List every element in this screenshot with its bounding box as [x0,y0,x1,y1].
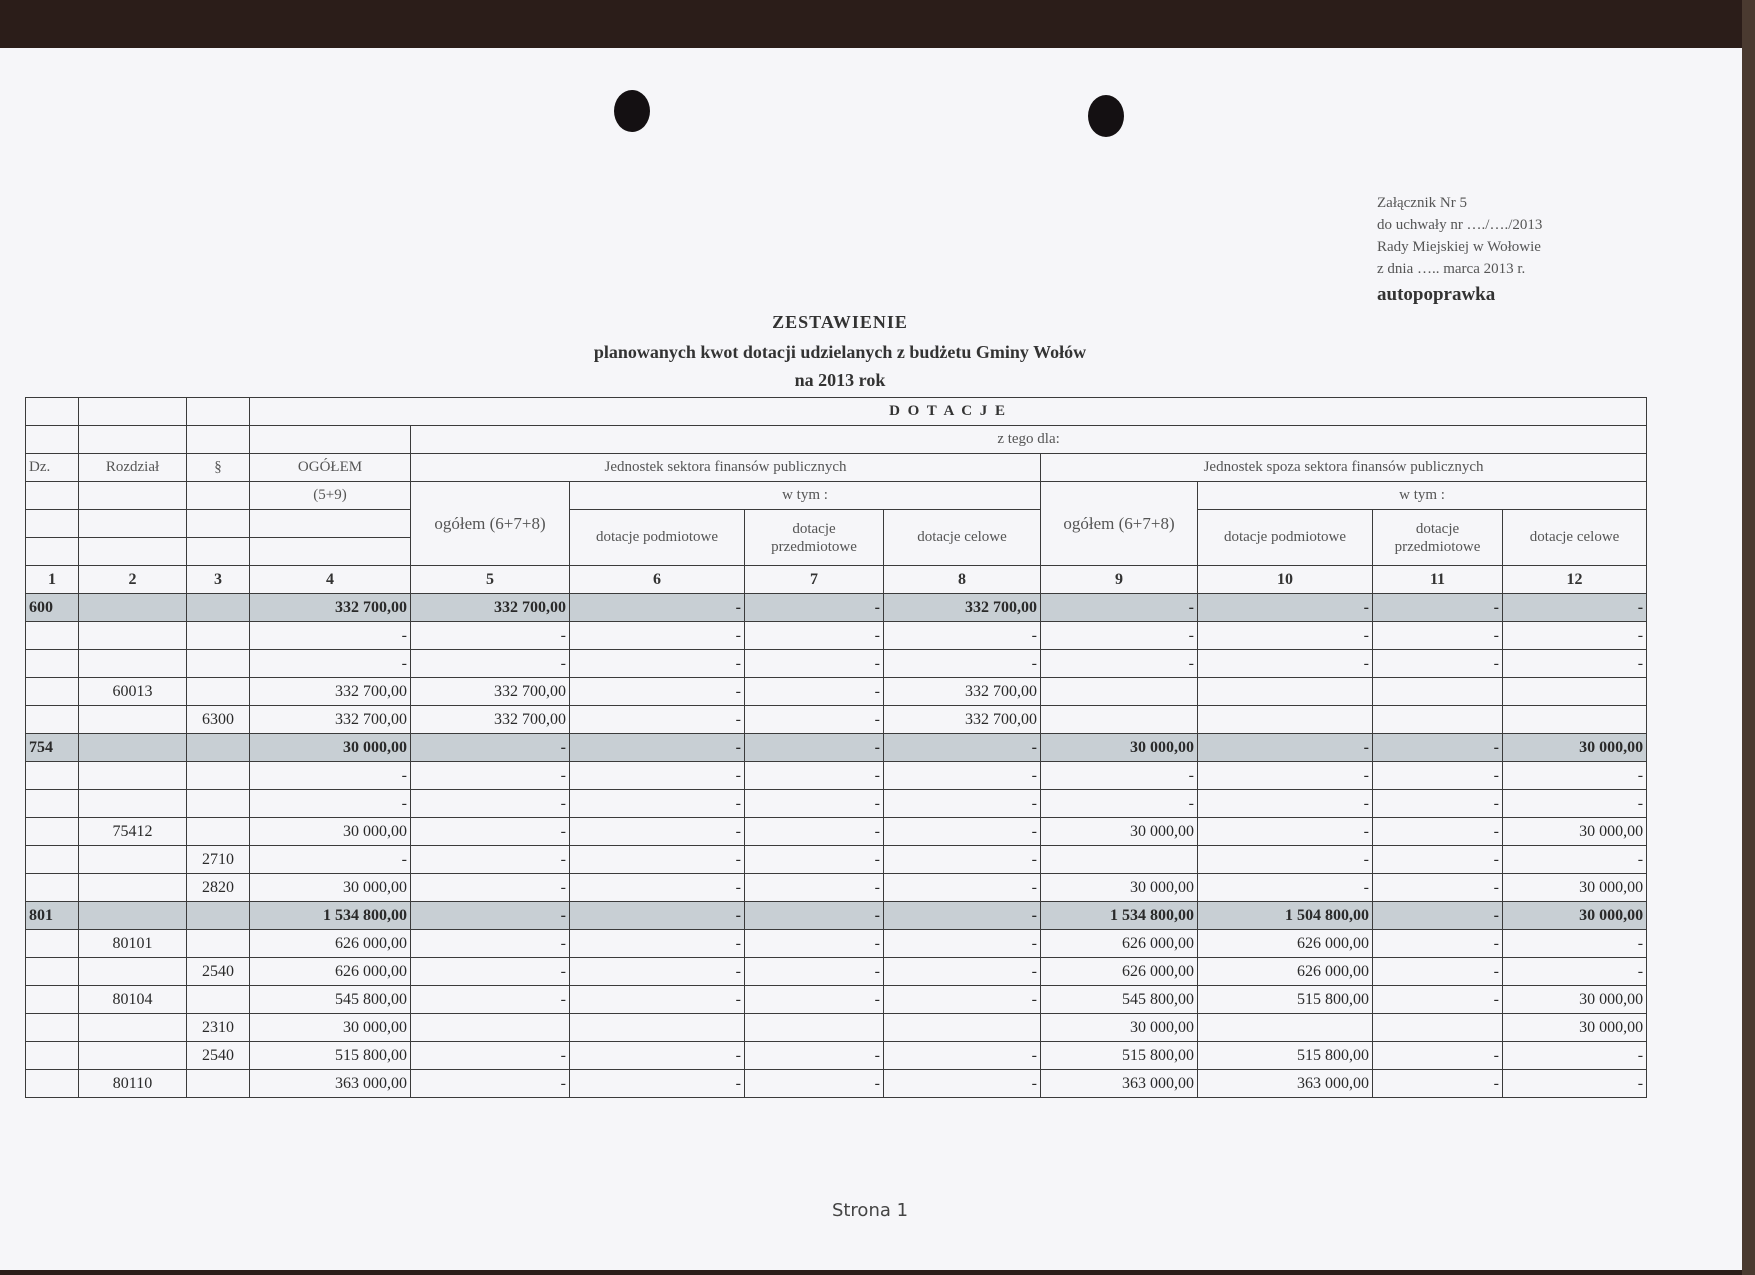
table-cell [79,762,187,790]
table-cell: 30 000,00 [1503,734,1647,762]
table-cell [187,818,250,846]
table-cell: - [884,986,1041,1014]
table-cell: - [1041,594,1198,622]
table-cell [79,846,187,874]
table-cell [1503,678,1647,706]
table-cell [1041,678,1198,706]
table-cell: - [745,818,884,846]
table-cell: 626 000,00 [1198,930,1373,958]
table-cell: 332 700,00 [250,706,411,734]
table-cell: 30 000,00 [250,734,411,762]
table-cell: 1 534 800,00 [250,902,411,930]
hdr-dz: Dz. [26,454,79,482]
table-cell: - [884,930,1041,958]
table-cell [187,650,250,678]
table-cell: - [570,986,745,1014]
table-cell: - [570,818,745,846]
table-cell [187,930,250,958]
table-cell: - [570,930,745,958]
table-cell: 2310 [187,1014,250,1042]
table-cell [1198,1014,1373,1042]
hdr-rozdzial: Rozdział [79,454,187,482]
table-cell [187,1070,250,1098]
hdr-w-tym-2: w tym : [1198,482,1647,510]
section-total-row [26,734,1647,762]
table-row [26,1014,1647,1042]
table-cell: - [411,762,570,790]
table-cell: 1 504 800,00 [1198,902,1373,930]
table-cell: 30 000,00 [1503,986,1647,1014]
table-cell: 332 700,00 [884,594,1041,622]
annex-line-3: Rady Miejskiej w Wołowie [1377,239,1541,255]
table-cell: - [745,846,884,874]
table-cell: 30 000,00 [250,818,411,846]
table-cell: - [411,650,570,678]
table-cell: 515 800,00 [1198,1042,1373,1070]
table-cell: - [411,818,570,846]
table-cell: 2710 [187,846,250,874]
table-cell: - [1503,930,1647,958]
table-row [26,818,1647,846]
table-cell: - [570,958,745,986]
table-cell: 6300 [187,706,250,734]
table-cell [79,1042,187,1070]
hdr-ogolem-jspoza: ogółem (6+7+8) [1041,482,1198,566]
section-total-row [26,594,1647,622]
table-cell: 626 000,00 [1198,958,1373,986]
table-cell [1198,678,1373,706]
table-cell: - [1198,762,1373,790]
table-row [26,874,1647,902]
table-cell: - [1373,622,1503,650]
table-cell [187,902,250,930]
table-cell: 515 800,00 [250,1042,411,1070]
table-row [26,706,1647,734]
table-cell: - [1373,986,1503,1014]
annex-line-1: Załącznik Nr 5 [1377,195,1467,211]
table-cell: - [570,678,745,706]
table-cell: 30 000,00 [1041,734,1198,762]
table-cell [570,1014,745,1042]
table-cell: 80110 [79,1070,187,1098]
table-cell: 626 000,00 [250,958,411,986]
column-number: 8 [884,566,1041,594]
table-cell: - [745,650,884,678]
column-number: 4 [250,566,411,594]
table-cell: - [1373,902,1503,930]
table-cell: - [884,622,1041,650]
table-cell: 332 700,00 [411,678,570,706]
table-cell: 1 534 800,00 [1041,902,1198,930]
table-cell: - [745,622,884,650]
table-cell: - [250,846,411,874]
column-number: 5 [411,566,570,594]
table-cell [79,902,187,930]
table-cell: 30 000,00 [1041,818,1198,846]
table-cell: 332 700,00 [250,594,411,622]
table-cell: 30 000,00 [250,1014,411,1042]
table-cell: - [570,650,745,678]
table-cell [1041,706,1198,734]
table-cell [26,678,79,706]
hdr-paragraf: § [187,454,250,482]
table-cell: 30 000,00 [1503,1014,1647,1042]
table-cell: - [1198,790,1373,818]
doc-year: na 2013 rok [794,370,886,390]
table-row [26,678,1647,706]
scan-edge [1742,0,1755,1275]
table-cell: - [1373,762,1503,790]
table-cell: 515 800,00 [1198,986,1373,1014]
table-cell [26,818,79,846]
table-row [26,762,1647,790]
table-cell: 545 800,00 [250,986,411,1014]
table-cell: 60013 [79,678,187,706]
table-cell: - [1041,650,1198,678]
table-cell: - [745,930,884,958]
table-cell: 2540 [187,1042,250,1070]
table-cell [26,1042,79,1070]
table-row [26,1042,1647,1070]
table-cell: - [1503,622,1647,650]
doc-subtitle: planowanych kwot dotacji udzielanych z budżetu Gminy Wołów [593,342,1087,362]
table-cell: 2820 [187,874,250,902]
hdr-podmiotowe-1: dotacje podmiotowe [570,510,745,566]
column-number: 9 [1041,566,1198,594]
table-cell [79,958,187,986]
column-number: 2 [79,566,187,594]
table-cell: - [884,902,1041,930]
table-cell: 30 000,00 [250,874,411,902]
hdr-jspoza: Jednostek spoza sektora finansów publicznych [1041,454,1647,482]
table-cell: - [745,678,884,706]
table-cell: - [745,986,884,1014]
hdr-ogolem-sub: (5+9) [250,482,411,510]
table-cell: - [1373,874,1503,902]
table-cell: - [745,762,884,790]
section-total-row [26,902,1647,930]
table-cell [26,762,79,790]
table-cell: - [411,1042,570,1070]
table-cell: 363 000,00 [250,1070,411,1098]
table-cell: - [884,650,1041,678]
table-cell: 754 [26,734,79,762]
table-cell: - [250,650,411,678]
table-cell: - [1503,1042,1647,1070]
table-cell: - [745,594,884,622]
hdr-dotacje: D O T A C J E [250,398,1647,426]
hdr-celowe-2: dotacje celowe [1503,510,1647,566]
table-cell [745,1014,884,1042]
table-cell: - [570,762,745,790]
hdr-ogolem: OGÓŁEM [250,454,411,482]
table-cell [79,734,187,762]
table-cell: 545 800,00 [1041,986,1198,1014]
table-cell: - [411,846,570,874]
table-cell: 30 000,00 [1503,818,1647,846]
column-number: 12 [1503,566,1647,594]
table-cell [187,594,250,622]
column-number: 3 [187,566,250,594]
table-cell [187,762,250,790]
table-cell: - [1373,734,1503,762]
table-cell: 332 700,00 [884,706,1041,734]
table-cell: - [1503,958,1647,986]
table-cell: - [745,958,884,986]
table-cell: - [1198,874,1373,902]
table-cell [26,1070,79,1098]
column-number: 11 [1373,566,1503,594]
table-cell [79,706,187,734]
hdr-przedmiotowe-2: dotacje przedmiotowe [1373,510,1503,566]
table-cell: - [570,846,745,874]
table-cell [1041,846,1198,874]
table-cell: - [884,958,1041,986]
hdr-przedmiotowe-1: dotacje przedmiotowe [745,510,884,566]
table-cell [1198,706,1373,734]
hdr-celowe-1: dotacje celowe [884,510,1041,566]
hdr-jsfp: Jednostek sektora finansów publicznych [411,454,1041,482]
table-cell: 2540 [187,958,250,986]
table-cell: - [1503,650,1647,678]
table-cell: - [884,818,1041,846]
table-cell: - [884,1070,1041,1098]
table-cell [1373,706,1503,734]
column-number: 7 [745,566,884,594]
table-cell [26,874,79,902]
table-cell: 363 000,00 [1041,1070,1198,1098]
table-cell: - [884,1042,1041,1070]
table-cell: 332 700,00 [411,594,570,622]
table-cell: - [745,1070,884,1098]
table-cell: 600 [26,594,79,622]
table-cell: 332 700,00 [411,706,570,734]
table-cell: 30 000,00 [1503,902,1647,930]
column-number: 6 [570,566,745,594]
table-cell [884,1014,1041,1042]
grants-table [25,397,1647,1098]
table-cell: - [1198,594,1373,622]
table-cell: - [1373,594,1503,622]
table-cell: - [570,790,745,818]
annex-autopoprawka: autopoprawka [1377,284,1496,305]
hdr-ogolem-jsfp: ogółem (6+7+8) [411,482,570,566]
table-cell: 363 000,00 [1198,1070,1373,1098]
table-cell: - [1503,762,1647,790]
table-row [26,958,1647,986]
table-cell [26,958,79,986]
table-cell: 332 700,00 [250,678,411,706]
table-cell: - [411,958,570,986]
hdr-empty [26,398,79,426]
column-number: 1 [26,566,79,594]
table-cell: - [1373,958,1503,986]
doc-title: ZESTAWIENIE [772,312,908,332]
table-cell: - [570,1070,745,1098]
table-cell: - [884,846,1041,874]
table-cell: - [1373,1070,1503,1098]
column-numbers-row [26,566,1647,594]
table-cell: - [570,1042,745,1070]
table-cell [79,874,187,902]
table-cell: - [745,902,884,930]
table-row [26,650,1647,678]
table-cell: 801 [26,902,79,930]
table-cell: - [250,622,411,650]
table-cell: - [570,734,745,762]
table-cell: - [1041,790,1198,818]
table-cell [187,986,250,1014]
table-cell: - [411,790,570,818]
table-cell [26,1014,79,1042]
table-row [26,1070,1647,1098]
table-cell: - [1503,790,1647,818]
table-cell: - [250,762,411,790]
table-cell: - [745,790,884,818]
table-cell: - [1373,846,1503,874]
table-cell [26,790,79,818]
table-cell: - [884,790,1041,818]
table-cell [79,622,187,650]
table-cell [26,706,79,734]
table-row [26,790,1647,818]
table-cell: 626 000,00 [1041,958,1198,986]
annex-line-2: do uchwały nr …./…./2013 [1377,217,1543,233]
table-cell: - [884,762,1041,790]
table-cell [79,650,187,678]
table-cell: - [411,986,570,1014]
table-cell [1503,706,1647,734]
table-cell: 80101 [79,930,187,958]
annex-note [1377,192,1542,306]
table-cell [26,650,79,678]
table-cell: - [884,874,1041,902]
table-cell [1373,1014,1503,1042]
table-cell: 30 000,00 [1041,1014,1198,1042]
table-cell [187,790,250,818]
table-cell: - [745,1042,884,1070]
table-cell: - [745,734,884,762]
table-cell [79,1014,187,1042]
table-cell: 30 000,00 [1041,874,1198,902]
table-cell: 75412 [79,818,187,846]
table-cell [187,734,250,762]
column-number: 10 [1198,566,1373,594]
table-cell: - [411,734,570,762]
table-cell: - [745,874,884,902]
table-cell: - [1041,762,1198,790]
page-number: Strona 1 [831,1200,909,1221]
table-cell [411,1014,570,1042]
table-cell: - [250,790,411,818]
table-cell: - [1198,818,1373,846]
table-cell: 626 000,00 [1041,930,1198,958]
table-cell: - [1373,1042,1503,1070]
table-cell: - [570,594,745,622]
table-cell [26,846,79,874]
table-cell [1373,678,1503,706]
table-cell [187,622,250,650]
table-cell: 332 700,00 [884,678,1041,706]
table-cell [79,790,187,818]
punch-hole-right [1088,95,1124,137]
table-cell: 80104 [79,986,187,1014]
hdr-z-tego: z tego dla: [411,426,1647,454]
table-cell: - [1198,846,1373,874]
table-cell: - [1503,594,1647,622]
table-cell: - [411,622,570,650]
table-cell: - [1373,818,1503,846]
table-cell: - [411,930,570,958]
table-cell: - [570,622,745,650]
hdr-w-tym-1: w tym : [570,482,1041,510]
table-cell: - [1041,622,1198,650]
table-cell [187,678,250,706]
table-row [26,846,1647,874]
table-cell: - [1373,650,1503,678]
table-cell: - [411,874,570,902]
table-cell: - [570,902,745,930]
table-cell: - [1503,1070,1647,1098]
table-cell: - [411,902,570,930]
table-cell: - [411,1070,570,1098]
annex-line-4: z dnia ….. marca 2013 r. [1377,261,1526,277]
table-cell: - [1198,650,1373,678]
table-cell: - [1198,734,1373,762]
table-cell: - [1373,790,1503,818]
table-cell: - [745,706,884,734]
hdr-podmiotowe-2: dotacje podmiotowe [1198,510,1373,566]
table-cell [26,930,79,958]
table-cell [79,594,187,622]
table-cell [26,622,79,650]
table-cell: - [1503,846,1647,874]
table-cell: 515 800,00 [1041,1042,1198,1070]
table-cell: - [570,874,745,902]
punch-hole-left [614,90,650,132]
table-cell: - [1198,622,1373,650]
table-cell: - [1373,930,1503,958]
table-row [26,622,1647,650]
table-cell: 626 000,00 [250,930,411,958]
table-row [26,930,1647,958]
table-cell: 30 000,00 [1503,874,1647,902]
table-row [26,986,1647,1014]
table-cell: - [570,706,745,734]
table-cell: - [884,734,1041,762]
table-cell [26,986,79,1014]
